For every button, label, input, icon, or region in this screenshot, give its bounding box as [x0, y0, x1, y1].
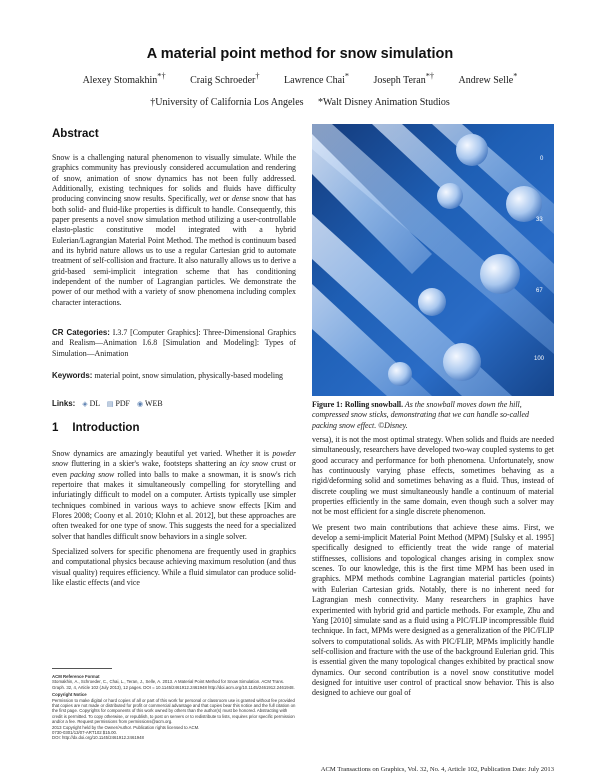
- figure-rolling-snowball: [312, 124, 554, 396]
- footnote-rule: [52, 668, 112, 669]
- paragraph: We present two main contributions that achieve these aims. First, we develop a semi-implicit Material Point Method (MPM) [Sulsky et al. 1995] specifically designed to efficiently treat the wide range of material stiffnesses, collisions and topological changes arising in complex snow scenes. To our knowledge, this is the first time MPM has been used in graphics. MPM methods combine Lagrangian material particles (points) with Eulerian Cartesian grids. Notably, there is no inherent need for Lagrangian mesh connectivity. Many researchers in graphics have experimented with hybrid grid and particle methods. For example, Zhu and Yang [2010] simulate sand as a fluid using a PIC/FLIP incompressible fluid technique. In fact, MPMs were designed as a generalization of the PIC/FLIP solvers to computational solids. As with PIC/FLIP, MPMs implicitly handle self-collision and fracture with the use of the background Eulerian grid. This is essential given the many topological changes exhibited by practical snow dynamics. Our second contribution is a novel snow constitutive model designed for intuitive user control of practical snow behavior. This is also designed to achieve our goal of: [312, 522, 554, 698]
- frame-label: 67: [536, 288, 543, 294]
- snowball-illustration: [312, 124, 554, 396]
- author: Joseph Teran*†: [373, 72, 435, 87]
- frame-label: 100: [534, 356, 545, 362]
- frame-label: 33: [536, 217, 543, 223]
- pdf-link[interactable]: ▤ PDF: [106, 399, 130, 408]
- journal-footer: ACM Transactions on Graphics, Vol. 32, No. 4, Article 102, Publication Date: July 2013: [320, 766, 554, 773]
- author: Craig Schroeder†: [190, 72, 260, 87]
- introduction-heading: 1 Introduction: [52, 422, 140, 434]
- frame-label: 0: [540, 156, 544, 162]
- web-link[interactable]: ◉ WEB: [136, 399, 163, 408]
- snowball: [480, 254, 520, 294]
- acm-footnote: ACM Reference Format Stomakhin, A., Schroeder, C., Chai, L., Teran, J., Selle, A. 2013. A Material Point Method for Snow Simulation. ACM Trans. Graph. 32, 4, Article 102 (July 2013), 12 pages. DOI = 10.1145/2461912.2461948 http://doi.acm.org/10.1145/2461912.2461948. Copyright Notice Permission to make digital or hard copies of all or part of this work for personal or classroom use is granted without fee provided that copies are not made or distributed for profit or commercial advantage and that copies bear this notice and the full citation on the first page. Copyrights for components of this work owned by others than the author(s) must be honored. Abstracting with credit is permitted. To copy otherwise, or republish, to post on servers or to redistribute to lists, requires prior specific permission and/or a fee. Request permissions from permissions@acm.org. 2013 Copyright held by the Owner/Author. Publication rights licensed to ACM. 0730-0301/13/07-ART102 $15.00. DOI: http://dx.doi.org/10.1145/2461912.2461948: [52, 674, 296, 741]
- right-column-text: [312, 435, 554, 704]
- snowball: [437, 183, 463, 209]
- snowball: [418, 288, 446, 316]
- snowball: [443, 343, 481, 381]
- cr-categories: CR Categories: I.3.7 [Computer Graphics]: Three-Dimensional Graphics and Realism—Animation I.6.8 [Simulation and Modeling]: Types of Simulation—Animation: [52, 328, 296, 358]
- author: Alexey Stomakhin*†: [82, 72, 166, 87]
- abstract-text: Snow is a challenging natural phenomenon to visually simulate. While the graphics community has previously considered accumulation and rendering of snow, animation of snow dynamics has not been fully addressed. Additionally, existing techniques for solids and fluids have difficulty producing convincing snow results. Specifically, wet or dense snow that has both solid- and fluid-like properties is difficult to handle. Consequently, this paper presents a novel snow simulation method utilizing a user-controllable elasto-plastic constitutive model integrated with a hybrid Eulerian/Lagrangian Material Point Method. The method is continuum based and its hybrid nature allows us to use a regular Cartesian grid to automate treatment of self-collision and fracture. It also naturally allows us to derive a grid-based semi-implicit integration scheme that has conditioning independent of the number of Lagrangian particles. We demonstrate the power of our method with a variety of snow phenomena including complex character interactions.: [52, 153, 296, 307]
- author: Lawrence Chai*: [284, 72, 350, 87]
- affiliation: *Walt Disney Animation Studios: [318, 97, 450, 108]
- web-icon: ◉: [136, 400, 144, 408]
- author-list: [0, 72, 600, 86]
- introduction-text: [52, 449, 296, 593]
- paper-title: A material point method for snow simulation: [146, 46, 454, 62]
- links-row: Links: ◈ DL ▤ PDF ◉ WEB: [52, 399, 163, 408]
- author: Andrew Selle*: [458, 72, 518, 87]
- figure-caption: Figure 1: Rolling snowball. As the snowball moves down the hill, compressed snow sticks, demonstrating that we can handle so-called packing snow effect. ©Disney.: [312, 400, 529, 430]
- paragraph: versa), it is not the most optimal strategy. When solids and fluids are needed simultaneously, researchers have developed two-way coupled systems to get good accuracy and performance for both phenomena. Unfortunately, snow has continuously varying phase effects, sometimes behaving as a rigid/deforming solid and sometimes behaving as a fluid. Thus, instead of discrete coupling we must simultaneously handle a continuum of material properties efficiently in the same domain, even though such a solver may not be most efficient for a single discrete phenomenon.: [312, 435, 554, 517]
- affiliation: †University of California Los Angeles: [150, 97, 304, 108]
- keywords: Keywords: material point, snow simulation, physically-based modeling: [52, 371, 284, 380]
- paragraph: Snow dynamics are amazingly beautiful yet varied. Whether it is powder snow fluttering in a skier's wake, footsteps shattering an icy snow crust or even packing snow rolled into balls to make a snowman, it is snow's rich repertoire that makes it simultaneously compelling for storytelling and infuriatingly difficult to model on a computer. Artists typically use simpler techniques combined in various ways to achieve snow effects [Kim and Flores 2008; Coony et al. 2010; Klohn et al. 2012], but these approaches are often tweaked for one type of snow. This suggests the need for a specialized solver that handles difficult snow behaviors in a single solver.: [52, 449, 297, 541]
- dl-icon: ◈: [82, 400, 88, 408]
- pdf-icon: ▤: [106, 400, 114, 408]
- dl-link[interactable]: ◈ DL: [82, 399, 100, 408]
- snowball: [456, 134, 488, 166]
- paragraph: Specialized solvers for specific phenomena are frequently used in graphics and computational physics because achieving maximum resolution (and thus visual quality) requires efficiency. While a fluid simulator can produce solid-like elastic effects (and vice: [52, 547, 296, 588]
- affiliations: [0, 97, 600, 108]
- snowball: [388, 362, 412, 386]
- abstract-heading: Abstract: [52, 128, 99, 140]
